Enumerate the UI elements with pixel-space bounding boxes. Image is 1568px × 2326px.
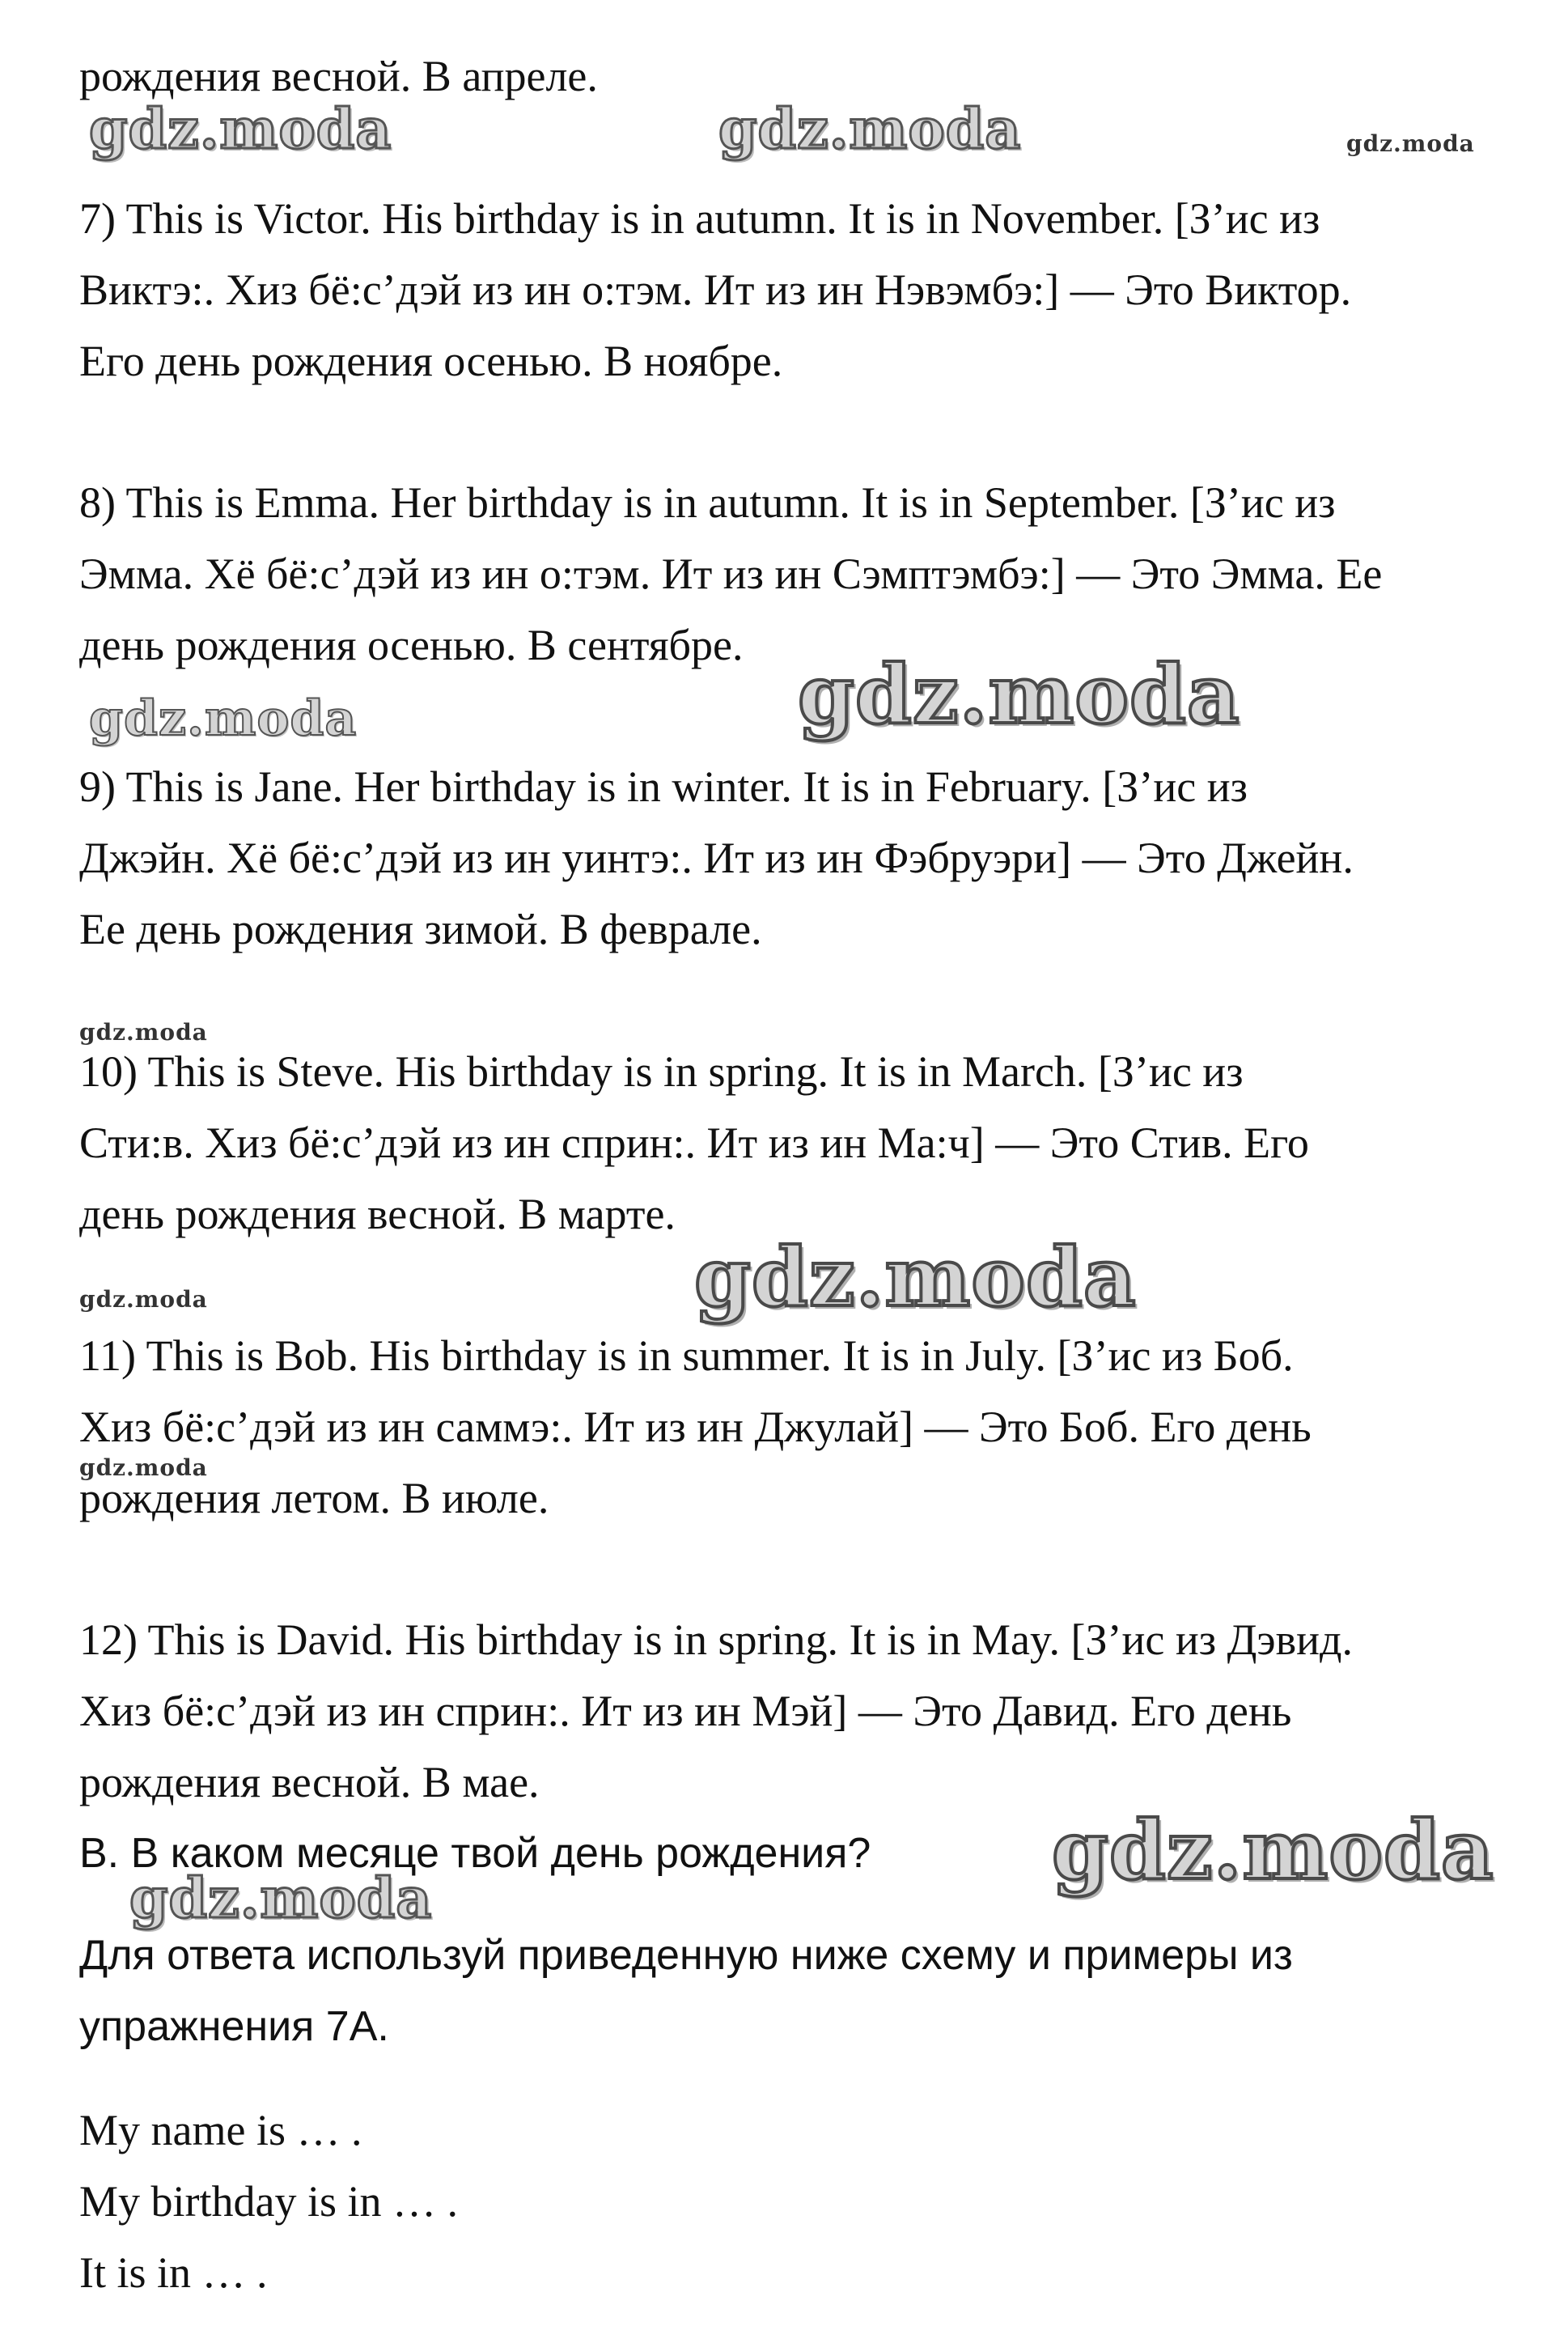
template-month: It is in … .: [79, 2248, 268, 2297]
text-line: рождения весной. В апреле.: [79, 52, 598, 100]
item-7-line-1: 7) This is Victor. His birthday is in autumn. It is in November. [З’ис из: [79, 194, 1320, 243]
item-7-line-2: Виктэ:. Хиз бё:с’дэй из ин о:тэм. Ит из ин Нэвэмбэ:] — Это Виктор.: [79, 265, 1352, 314]
item-12-line-2: Хиз бё:с’дэй из ин сприн:. Ит из ин Мэй] — Это Давид. Его день: [79, 1687, 1292, 1735]
item-11-line-2: Хиз бё:с’дэй из ин саммэ:. Ит из ин Джулай] — Это Боб. Его день: [79, 1403, 1312, 1451]
item-12-line-1: 12) This is David. His birthday is in spring. It is in May. [З’ис из Дэвид.: [79, 1615, 1353, 1664]
item-9-line-3: Ее день рождения зимой. В феврале.: [79, 905, 762, 953]
watermark-logo: gdz.moda: [79, 1286, 208, 1313]
item-10-line-3: день рождения весной. В марте.: [79, 1190, 676, 1238]
item-8-line-2: Эмма. Хё бё:с’дэй из ин о:тэм. Ит из ин Сэмптэмбэ:] — Это Эмма. Ее: [79, 550, 1383, 598]
watermark-logo: gdz.moda: [798, 647, 1240, 742]
template-name: My name is … .: [79, 2106, 362, 2154]
item-11-line-3: рождения летом. В июле.: [79, 1474, 549, 1522]
item-9-line-1: 9) This is Jane. Her birthday is in winter. It is in February. [З’ис из: [79, 762, 1248, 811]
watermark-logo: gdz.moda: [718, 97, 1022, 162]
item-9-line-2: Джэйн. Хё бё:с’дэй из ин уинтэ:. Ит из ин Фэбруэри] — Это Джейн.: [79, 834, 1354, 882]
item-10-line-1: 10) This is Steve. His birthday is in spring. It is in March. [З’ис из: [79, 1047, 1244, 1096]
item-7-line-3: Его день рождения осенью. В ноябре.: [79, 337, 783, 385]
watermark-logo: gdz.moda: [1346, 130, 1475, 157]
item-10-line-2: Сти:в. Хиз бё:с’дэй из ин сприн:. Ит из ин Ма:ч] — Это Стив. Его: [79, 1118, 1309, 1167]
watermark-logo: gdz.moda: [1052, 1802, 1494, 1898]
watermark-logo: gdz.moda: [89, 690, 358, 747]
watermark-logo: gdz.moda: [129, 1866, 433, 1931]
task-b-instruction-cont: упражнения 7А.: [79, 2003, 389, 2050]
item-11-line-1: 11) This is Bob. His birthday is in summer. It is in July. [З’ис из Боб.: [79, 1331, 1294, 1380]
watermark-logo: gdz.moda: [89, 97, 392, 162]
task-b-heading: В. В каком месяце твой день рождения?: [79, 1830, 871, 1877]
watermark-logo: gdz.moda: [694, 1229, 1137, 1325]
task-b-instruction: Для ответа используй приведенную ниже схему и примеры из: [79, 1932, 1293, 1979]
template-birthday: My birthday is in … .: [79, 2177, 458, 2226]
watermark-logo: gdz.moda: [79, 1019, 208, 1046]
item-8-line-1: 8) This is Emma. Her birthday is in autumn. It is in September. [З’ис из: [79, 478, 1336, 527]
item-8-line-3: день рождения осенью. В сентябре.: [79, 621, 744, 669]
watermark-logo: gdz.moda: [79, 1454, 208, 1481]
item-12-line-3: рождения весной. В мае.: [79, 1758, 540, 1806]
